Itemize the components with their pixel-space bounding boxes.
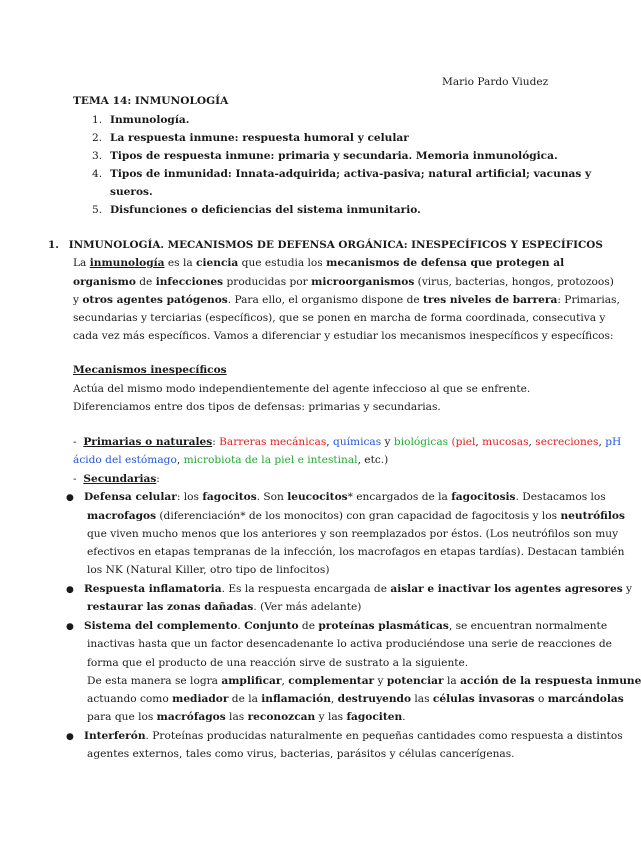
bullet-line: efectivos en etapas tempranas de la infección, los macrofagos en etapas tardías). Destacan también (87, 546, 625, 558)
bullet-item: ● Sistema del complemento. Conjunto de proteínas plasmáticas, se encuentran normalmente (66, 620, 608, 632)
bullet-line: actuando como mediador de la inflamación, destruyendo las células invasoras o marcándolas (87, 693, 624, 705)
secundarias-label: - Secundarias: (73, 473, 160, 485)
bullet-line: macrofagos (diferenciación* de los monocitos) con gran capacidad de fagocitosis y los neutrófilos (87, 510, 625, 522)
bullet-line: para que los macrófagos las reconozcan y las fagociten. (87, 711, 406, 723)
toc-item: 4. Tipos de inmunidad: Innata-adquirida; activa-pasiva; natural artificial; vacunas y (92, 168, 592, 180)
intro-line-1: La inmunología es la ciencia que estudia los mecanismos de defensa que protegen al (73, 257, 565, 269)
bullet-line: los NK (Natural Killer, otro tipo de linfocitos) (87, 564, 330, 576)
primarias-line-2: ácido del estómago, microbiota de la piel e intestinal, etc.) (73, 454, 389, 466)
section-heading: 1. INMUNOLOGÍA. MECANISMOS DE DEFENSA ORGÁNICA: INESPECÍFICOS Y ESPECÍFICOS (48, 239, 603, 251)
bullet-line: que viven mucho menos que los anteriores y son reemplazados por éstos. (Los neutrófilos son muy (87, 528, 619, 540)
bullet-line: De esta manera se logra amplificar, complementar y potenciar la acción de la respuesta inmune (87, 675, 641, 687)
bullet-icon: ● (66, 585, 74, 595)
toc-item-continuation: sueros. (110, 186, 153, 198)
bullet-line: forma que el producto de una reacción sirve de sustrato a la siguiente. (87, 657, 469, 669)
paragraph-line: Diferenciamos entre dos tipos de defensas: primarias y secundarias. (73, 401, 441, 413)
bullet-item: ● Respuesta inflamatoria. Es la respuesta encargada de aislar e inactivar los agentes agresores y (66, 583, 633, 595)
bullet-line: agentes externos, tales como virus, bacterias, parásitos y células cancerígenas. (87, 748, 515, 760)
author-name: Mario Pardo Viudez (442, 76, 549, 88)
page-title: TEMA 14: INMUNOLOGÍA (73, 95, 229, 107)
bullet-icon: ● (66, 622, 74, 632)
toc-item: 5. Disfunciones o deficiencias del sistema inmunitario. (92, 204, 421, 216)
primarias-line-1: - Primarias o naturales: Barreras mecánicas, químicas y biológicas (piel, mucosas, secreciones, pH (73, 436, 622, 448)
toc-item: 3. Tipos de respuesta inmune: primaria y secundaria. Memoria inmunológica. (92, 150, 558, 162)
bullet-item: ● Defensa celular: los fagocitos. Son leucocitos* encargados de la fagocitosis. Destacamos los (66, 491, 606, 503)
paragraph-line: Actúa del mismo modo independientemente del agente infeccioso al que se enfrente. (73, 383, 531, 395)
intro-line-2: organismo de infecciones producidas por microorganismos (virus, bacterias, hongos, protozoos) (73, 276, 614, 288)
bullet-icon: ● (66, 493, 74, 503)
intro-line-4: secundarias y terciarias (específicos), que se ponen en marcha de forma coordinada, consecutiva y (73, 312, 606, 324)
bullet-item: ● Interferón. Proteínas producidas naturalmente en pequeñas cantidades como respuesta a distintos (66, 730, 623, 742)
bullet-icon: ● (66, 732, 74, 742)
subsection-heading: Mecanismos inespecíficos (73, 364, 227, 376)
toc-item: 2. La respuesta inmune: respuesta humoral y celular (92, 132, 409, 144)
intro-line-3: y otros agentes patógenos. Para ello, el organismo dispone de tres niveles de barrera: Primarias, (73, 294, 620, 306)
intro-line-5: cada vez más específicos. Vamos a diferenciar y estudiar los mecanismos inespecíficos y específicos: (73, 330, 614, 342)
bullet-line: restaurar las zonas dañadas. (Ver más adelante) (87, 601, 362, 613)
bullet-line: inactivas hasta que un factor desencadenante lo activa produciéndose una serie de reacciones de (87, 638, 612, 650)
toc-item: 1. Inmunología. (92, 114, 190, 126)
